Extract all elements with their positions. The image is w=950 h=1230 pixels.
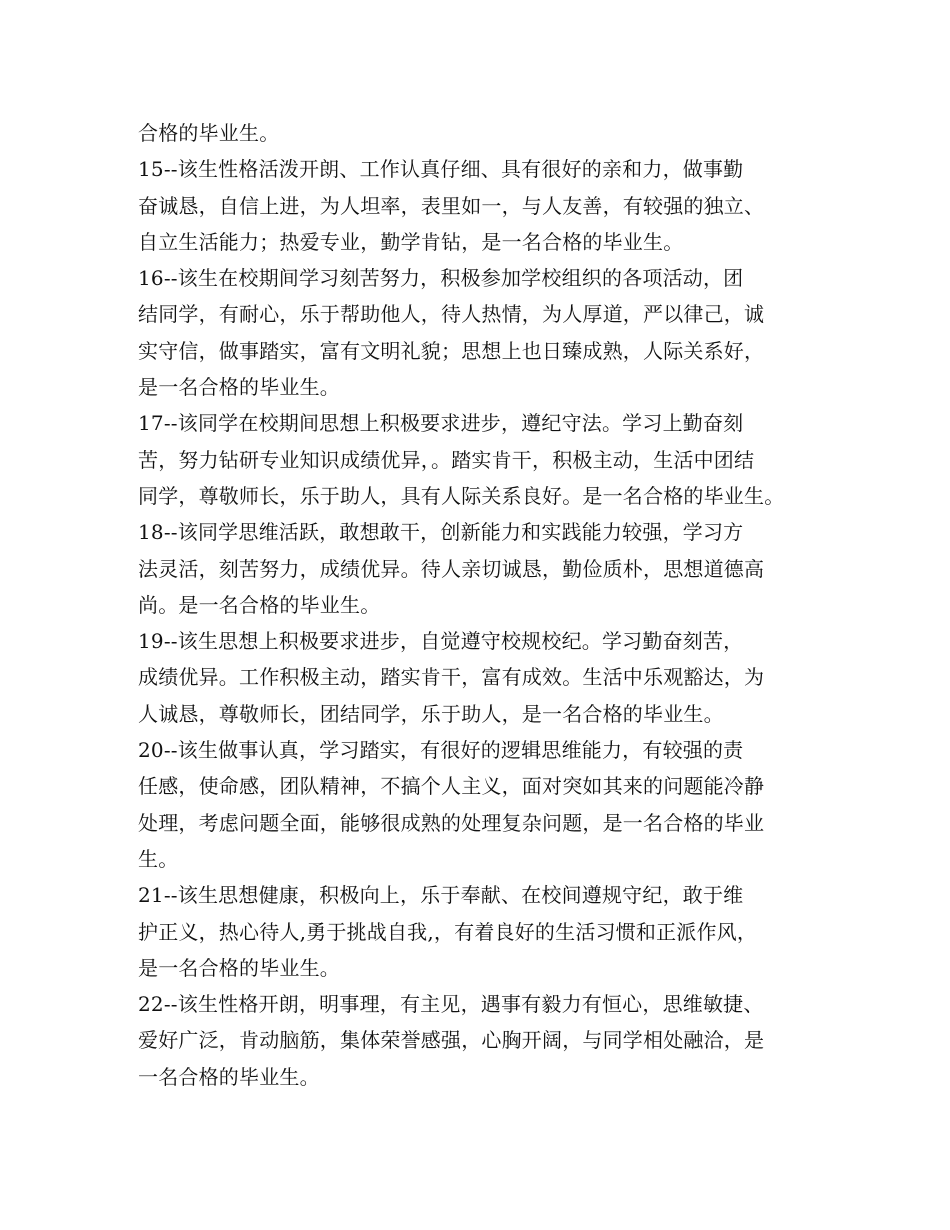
text-line: 17--该同学在校期间思想上积极要求进步，遵纪守法。学习上勤奋刻: [138, 411, 744, 436]
text-line: 任感，使命感，团队精神，不搞个人主义，面对突如其来的问题能冷静: [138, 774, 765, 799]
text-line: 是一名合格的毕业生。: [138, 955, 340, 980]
text-line: 一名合格的毕业生。: [138, 1064, 320, 1089]
text-line: 护正义，热心待人,勇于挑战自我,，有着良好的生活习惯和正派作风，: [138, 919, 758, 944]
text-line: 尚。是一名合格的毕业生。: [138, 592, 381, 617]
text-line: 21--该生思想健康，积极向上，乐于奉献、在校间遵规守纪，敢于维: [138, 883, 744, 908]
document-body: [138, 115, 838, 1095]
text-line: 自立生活能力；热爱专业，勤学肯钻，是一名合格的毕业生。: [138, 229, 684, 254]
text-line: 生。: [138, 846, 179, 871]
text-line: 处理，考虑问题全面，能够很成熟的处理复杂问题，是一名合格的毕业: [138, 810, 765, 835]
text-line: 奋诚恳，自信上进，为人坦率，表里如一，与人友善，有较强的独立、: [138, 193, 765, 218]
text-line: 19--该生思想上积极要求进步，自觉遵守校规校纪。学习勤奋刻苦，: [138, 629, 744, 654]
text-line: 爱好广泛，肯动脑筋，集体荣誉感强，心胸开阔，与同学相处融洽，是: [138, 1028, 765, 1053]
text-line: 成绩优异。工作积极主动，踏实肯干，富有成效。生活中乐观豁达，为: [138, 665, 765, 690]
text-line: 法灵活，刻苦努力，成绩优异。待人亲切诚恳，勤俭质朴，思想道德高: [138, 556, 765, 581]
text-line: 16--该生在校期间学习刻苦努力，积极参加学校组织的各项活动，团: [138, 266, 744, 291]
text-line: 22--该生性格开朗，明事理，有主见，遇事有毅力有恒心，思维敏捷、: [138, 992, 764, 1017]
text-line: 18--该同学思维活跃，敢想敢干，创新能力和实践能力较强，学习方: [138, 520, 744, 545]
text-line: 实守信，做事踏实，富有文明礼貌；思想上也日臻成熟，人际关系好，: [138, 338, 765, 363]
text-line: 结同学，有耐心，乐于帮助他人，待人热情，为人厚道，严以律己，诚: [138, 302, 765, 327]
text-line: 苦，努力钻研专业知识成绩优异，。踏实肯干，积极主动，生活中团结: [138, 447, 755, 472]
text-line: 15--该生性格活泼开朗、工作认真仔细、具有很好的亲和力，做事勤: [138, 157, 744, 182]
text-line: 是一名合格的毕业生。: [138, 375, 340, 400]
text-line: 20--该生做事认真，学习踏实，有很好的逻辑思维能力，有较强的责: [138, 738, 744, 763]
text-line: 合格的毕业生。: [138, 121, 280, 145]
text-line: 人诚恳，尊敬师长，团结同学，乐于助人，是一名合格的毕业生。: [138, 701, 724, 726]
text-line: 同学，尊敬师长，乐于助人，具有人际关系良好。是一名合格的毕业生。: [138, 483, 785, 508]
